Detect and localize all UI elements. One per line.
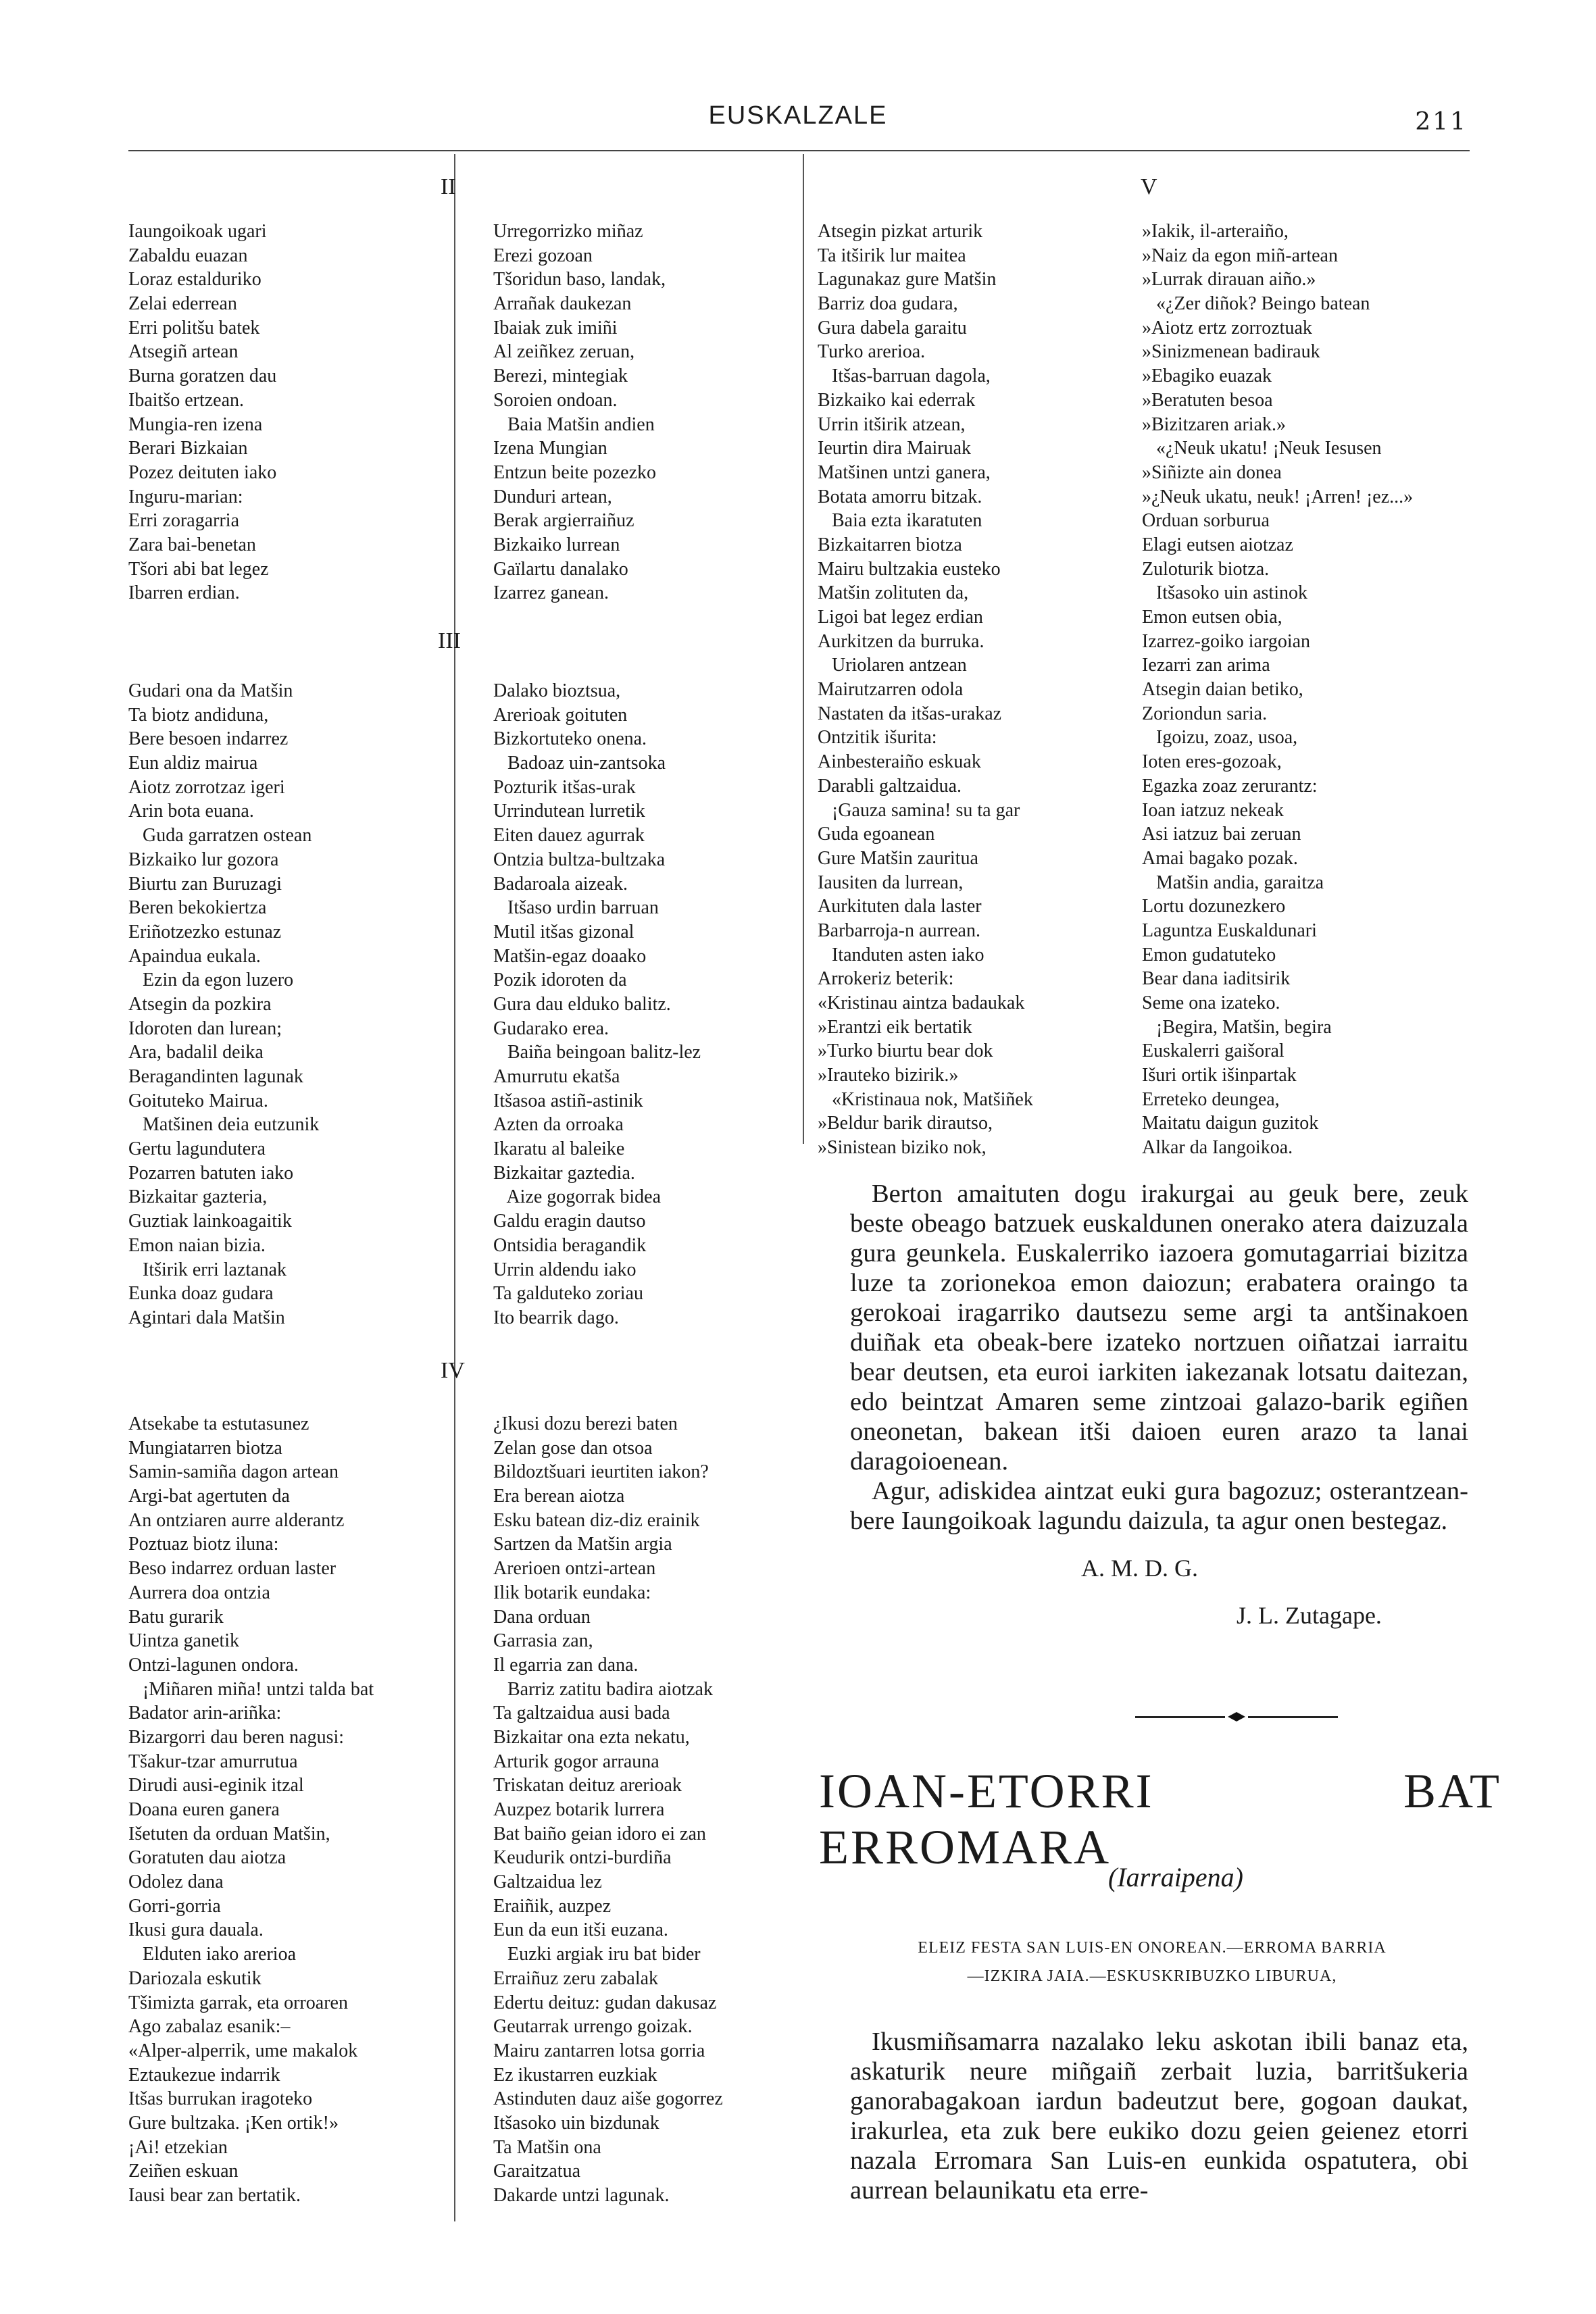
verse-line: Beragandinten lagunak: [128, 1066, 303, 1087]
verse-line: Bizkortuteko onena.: [493, 728, 647, 750]
verse-line: Elagi eutsen aiotzaz: [1142, 534, 1293, 555]
verse-line: Ainbesteraiño eskuak: [818, 751, 981, 773]
article-body-paragraph: Ikusmiñsamarra nazalako leku askotan ibili banaz eta, askaturik neure miñgaiñ zerbait luzia, barritšukeria ganorabagakoan iardun badeutzut bere, gogoan daukat, irakurlea, eta zuk bere eukiko dozu geien geienez etorri nazala Erromara San Luis-en eunkida ospatutera, obi aurrean belaunikatu eta erre-: [850, 2028, 1468, 2205]
verse-line: Zoriondun saria.: [1142, 703, 1268, 724]
verse-line: Batu gurarik: [128, 1606, 224, 1628]
verse-line: Arrañak daukezan: [493, 293, 632, 315]
verse-line: Tšakur-tzar amurrutua: [128, 1751, 298, 1772]
verse-line: Eunka doaz gudara: [128, 1283, 274, 1305]
stanza-left-2: [128, 679, 439, 1330]
verse-line: Gura dau elduko balitz.: [493, 993, 671, 1015]
verse-line: Guda egoanean: [818, 824, 935, 845]
verse-line: Biurtu zan Buruzagi: [128, 873, 282, 895]
verse-line: Emon naian bizia.: [128, 1234, 266, 1256]
verse-line: Ikusi gura dauala.: [128, 1919, 264, 1941]
verse-line: Bere besoen indarrez: [128, 728, 289, 750]
verse-line: Bizkaiko kai ederrak: [818, 389, 976, 411]
article-summary-line-1: ELEIZ FESTA SAN LUIS-EN ONOREAN.—ERROMA BARRIA: [918, 1939, 1387, 1957]
verse-line: Eun da eun itši euzana.: [493, 1919, 668, 1941]
verse-line: Entzun beite pozezko: [493, 461, 657, 483]
closing-prose: [850, 1179, 1468, 1536]
verse-line: Ezin da egon luzero: [128, 970, 294, 991]
verse-line: Ilik botarik eundaka:: [493, 1582, 651, 1603]
verse-line: Guda garratzen ostean: [128, 825, 312, 847]
stanza-left-3: [128, 1412, 446, 2208]
verse-line: Galtzaidua lez: [493, 1871, 602, 1893]
verse-line: Argi-bat agertuten da: [128, 1486, 290, 1507]
verse-line: Baia Matšin andien: [493, 413, 655, 435]
verse-line: Ligoi bat legez erdian: [818, 607, 983, 628]
verse-line: Iausiten da lurrean,: [818, 872, 964, 893]
stanza-right-a: [818, 220, 1135, 1160]
verse-line: Iaungoikoak ugari: [128, 221, 267, 242]
verse-line: Amai bagako pozak.: [1142, 847, 1298, 869]
verse-line: Ibaiak zuk imiñi: [493, 317, 618, 338]
verse-line: «¿Neuk ukatu! ¡Neuk Iesusen: [1142, 438, 1382, 459]
verse-line: Goratuten dau aiotza: [128, 1847, 286, 1869]
verse-line: Al zeiñkez zeruan,: [493, 341, 635, 363]
article-title: IOAN-ETORRI BAT ERROMARA: [819, 1764, 1501, 1874]
verse-line: Poztuaz biotz iluna:: [128, 1534, 279, 1555]
verse-line: Egazka zoaz zerurantz:: [1142, 775, 1318, 797]
verse-line: Loraz estalduriko: [128, 269, 261, 291]
verse-line: »Sinizmenean badirauk: [1142, 341, 1320, 363]
verse-line: Idoroten dan lurean;: [128, 1017, 282, 1039]
verse-line: Barbarroja-n aurrean.: [818, 920, 980, 941]
verse-line: Ta galtzaidua ausi bada: [493, 1703, 670, 1724]
verse-line: Aurrera doa ontzia: [128, 1582, 270, 1603]
verse-line: Amurrutu ekatša: [493, 1066, 620, 1087]
verse-line: Barriz zatitu badira aiotzak: [493, 1678, 713, 1700]
verse-line: Ioten eres-gozoak,: [1142, 751, 1282, 773]
verse-line: «Kristinaua nok, Matšiñek: [818, 1088, 1033, 1110]
verse-line: Itšas burrukan iragoteko: [128, 2088, 313, 2110]
verse-line: Eun aldiz mairua: [128, 753, 258, 774]
verse-line: Matšin andia, garaitza: [1142, 872, 1324, 893]
verse-line: Maitatu daigun guzitok: [1142, 1113, 1319, 1134]
verse-line: Barriz doa gudara,: [818, 293, 958, 315]
verse-line: »Turko biurtu bear dok: [818, 1040, 993, 1062]
verse-line: Izarrez ganean.: [493, 582, 609, 604]
column-divider-2: [803, 154, 804, 1144]
verse-line: Gorri-gorria: [128, 1895, 221, 1917]
verse-line: Atsegin pizkat arturik: [818, 221, 983, 242]
verse-line: »Irauteko bizirik.»: [818, 1065, 959, 1086]
verse-line: Inguru-marian:: [128, 486, 243, 507]
verse-line: Mungia-ren izena: [128, 413, 263, 435]
verse-line: Ioan iatzuz nekeak: [1142, 799, 1284, 821]
verse-line: Gertu lagundutera: [128, 1138, 266, 1160]
verse-line: Alkar da Iangoikoa.: [1142, 1137, 1293, 1159]
verse-line: »Ebagiko euazak: [1142, 366, 1272, 387]
verse-line: Badaroala aizeak.: [493, 873, 628, 895]
verse-line: Ibarren erdian.: [128, 582, 240, 604]
verse-line: An ontziaren aurre alderantz: [128, 1509, 345, 1531]
verse-line: Iezarri zan arima: [1142, 655, 1270, 676]
verse-line: Bat baiño geian idoro ei zan: [493, 1823, 706, 1844]
verse-line: Laguntza Euskaldunari: [1142, 920, 1317, 941]
stanza-left-1: [128, 220, 439, 605]
verse-line: Pozik idoroten da: [493, 970, 627, 991]
verse-line: Zelan gose dan otsoa: [493, 1437, 653, 1459]
verse-line: Urrin aldendu iako: [493, 1259, 637, 1280]
verse-line: Itšas-barruan dagola,: [818, 366, 991, 387]
closing-paragraph-2: Agur, adiskidea aintzat euki gura bagozuz; osterantzean-bere Iaungoikoak lagundu daizula, ta agur onen bestegaz.: [850, 1477, 1468, 1535]
verse-line: Keudurik ontzi-burdiña: [493, 1847, 672, 1869]
verse-line: »Erantzi eik bertatik: [818, 1016, 972, 1038]
verse-line: Turko arerioa.: [818, 341, 926, 363]
verse-line: Seme ona izateko.: [1142, 992, 1280, 1013]
verse-line: Gure Matšin zauritua: [818, 847, 978, 869]
verse-line: Soroien ondoan.: [493, 389, 618, 411]
verse-line: Atsekabe ta estutasunez: [128, 1413, 309, 1434]
verse-line: Beren bekokiertza: [128, 897, 267, 919]
verse-line: Zara bai-benetan: [128, 534, 256, 555]
verse-line: »¿Neuk ukatu, neuk! ¡Arren! ¡ez...»: [1142, 486, 1414, 507]
verse-line: »Sinistean biziko nok,: [818, 1137, 987, 1159]
verse-line: Uriolaren antzean: [818, 655, 967, 676]
verse-line: Garaitzatua: [493, 2161, 581, 2182]
verse-line: Tšoridun baso, landak,: [493, 269, 666, 291]
verse-line: Urrindutean lurretik: [493, 801, 645, 822]
verse-line: Darabli galtzaidua.: [818, 775, 962, 797]
verse-line: Ito bearrik dago.: [493, 1307, 619, 1328]
verse-line: Izarrez-goiko iargoian: [1142, 630, 1311, 652]
verse-line: Ago zabalaz esanik:–: [128, 2016, 291, 2038]
verse-line: Nastaten da itšas-urakaz: [818, 703, 1002, 724]
verse-line: Urrin itširik atzean,: [818, 413, 966, 435]
verse-line: Badator arin-ariñka:: [128, 1703, 282, 1724]
verse-line: Matšinen untzi ganera,: [818, 461, 991, 483]
verse-line: Emon gudatuteko: [1142, 944, 1276, 965]
verse-line: Baia ezta ikaratuten: [818, 510, 982, 532]
verse-line: »Beratuten besoa: [1142, 389, 1273, 411]
verse-line: Erreteko deungea,: [1142, 1088, 1280, 1110]
verse-line: Dana orduan: [493, 1606, 591, 1628]
verse-line: Gura dabela garaitu: [818, 317, 967, 338]
verse-line: Mairu bultzakia eusteko: [818, 558, 1001, 580]
verse-line: Ta biotz andiduna,: [128, 704, 269, 726]
verse-line: Emon eutsen obia,: [1142, 607, 1282, 628]
verse-line: Odolez dana: [128, 1871, 224, 1893]
verse-line: Igoizu, zoaz, usoa,: [1142, 727, 1298, 749]
verse-line: Ikaratu al baleike: [493, 1138, 625, 1160]
article-subtitle: (Iarraipena): [1108, 1862, 1243, 1892]
verse-line: ¡Ai! etzekian: [128, 2136, 228, 2158]
verse-line: Gure bultzaka. ¡Ken ortik!»: [128, 2112, 339, 2134]
verse-line: Ta Matšin ona: [493, 2136, 601, 2158]
verse-line: Bear dana iaditsirik: [1142, 968, 1291, 990]
verse-line: Dalako bioztsua,: [493, 680, 621, 701]
verse-line: ¡Begira, Matšin, begira: [1142, 1016, 1332, 1038]
verse-line: Pozturik itšas-urak: [493, 776, 636, 798]
verse-line: Berak argierraiñuz: [493, 510, 634, 532]
verse-line: Izena Mungian: [493, 438, 607, 459]
verse-line: Sartzen da Matšin argia: [493, 1534, 672, 1555]
verse-line: Erezi gozoan: [493, 245, 593, 266]
verse-line: Išuri ortik išinpartak: [1142, 1065, 1297, 1086]
verse-line: Esku batean diz-diz erainik: [493, 1509, 700, 1531]
verse-line: Arin bota euana.: [128, 801, 254, 822]
verse-line: Uintza ganetik: [128, 1630, 240, 1652]
article-summary-line-2: —IZKIRA JAIA.—ESKUSKRIBUZKO LIBURUA,: [967, 1967, 1337, 1985]
verse-line: Agintari dala Matšin: [128, 1307, 285, 1328]
verse-line: Galdu eragin dautso: [493, 1211, 646, 1232]
verse-line: Samin-samiña dagon artean: [128, 1461, 339, 1483]
verse-line: Itšasoko uin bizdunak: [493, 2112, 659, 2134]
verse-line: Ontzitik išurita:: [818, 727, 937, 749]
verse-line: Arerioak goituten: [493, 704, 628, 726]
closing-signature: J. L. Zutagape.: [1237, 1602, 1382, 1629]
verse-line: Erri zoragarria: [128, 510, 239, 532]
verse-line: Arturik gogor arrauna: [493, 1751, 659, 1772]
closing-initials: A. M. D. G.: [1081, 1555, 1199, 1582]
verse-line: Arrokeriz beterik:: [818, 968, 954, 990]
verse-line: Bildoztšuari ieurtiten iakon?: [493, 1461, 709, 1483]
verse-line: Azten da orroaka: [493, 1114, 624, 1136]
verse-line: Triskatan deituz arerioak: [493, 1775, 682, 1796]
verse-line: Garrasia zan,: [493, 1630, 593, 1652]
verse-line: Apaindua eukala.: [128, 945, 261, 967]
verse-line: Itšasoa astiñ-astinik: [493, 1090, 643, 1111]
verse-line: Ontzi-lagunen ondora.: [128, 1654, 299, 1676]
verse-line: »Aiotz ertz zorroztuak: [1142, 317, 1312, 338]
section-ornament: [1135, 1712, 1338, 1721]
verse-line: »Siñizte ain donea: [1142, 461, 1282, 483]
column-divider-1: [454, 154, 455, 2221]
verse-line: Dunduri artean,: [493, 486, 612, 507]
verse-line: Ontsidia beragandik: [493, 1234, 647, 1256]
verse-line: Išetuten da orduan Matšin,: [128, 1823, 330, 1844]
verse-line: Bizkaitar ona ezta nekatu,: [493, 1726, 690, 1748]
verse-line: Bizkaitarren biotza: [818, 534, 962, 555]
verse-line: Orduan sorburua: [1142, 510, 1270, 532]
verse-line: Zabaldu euazan: [128, 245, 248, 266]
verse-line: Mutil itšas gizonal: [493, 921, 634, 942]
verse-line: ¡Gauza samina! su ta gar: [818, 799, 1020, 821]
verse-line: Euskalerri gaišoral: [1142, 1040, 1285, 1062]
verse-line: Iausi bear zan bertatik.: [128, 2185, 301, 2206]
header-rule: [128, 150, 1470, 151]
verse-line: Aiotz zorrotzaz igeri: [128, 776, 285, 798]
verse-line: Botata amorru bitzak.: [818, 486, 982, 507]
verse-line: Dakarde untzi lagunak.: [493, 2185, 670, 2206]
verse-line: Geutarrak urrengo goizak.: [493, 2016, 693, 2038]
stanza-middle-2: [493, 679, 797, 1330]
section-numeral-v: V: [1141, 174, 1157, 199]
section-numeral-iii: III: [438, 628, 461, 653]
verse-line: Lagunakaz gure Matšin: [818, 269, 997, 291]
verse-line: Lortu dozunezkero: [1142, 896, 1286, 917]
verse-line: Ieurtin dira Mairuak: [818, 438, 972, 459]
verse-line: Astinduten dauz aiše gogorrez: [493, 2088, 723, 2110]
verse-line: Itanduten asten iako: [818, 944, 984, 965]
verse-line: Matšin-egaz doaako: [493, 945, 647, 967]
verse-line: Aurkitzen da burruka.: [818, 630, 984, 652]
verse-line: Euzki argiak iru bat bider: [493, 1944, 701, 1965]
page-number: 211: [1415, 108, 1468, 136]
verse-line: Eiten dauez agurrak: [493, 825, 645, 847]
verse-line: Goituteko Mairua.: [128, 1090, 268, 1111]
verse-line: Ontzia bultza-bultzaka: [493, 849, 666, 870]
verse-line: Itširik erri laztanak: [128, 1259, 287, 1280]
verse-line: Asi iatzuz bai zeruan: [1142, 824, 1301, 845]
verse-line: «Kristinau aintza badaukak: [818, 992, 1025, 1013]
verse-line: Dariozala eskutik: [128, 1967, 261, 1989]
verse-line: Eraiñik, auzpez: [493, 1895, 612, 1917]
verse-line: Aize gogorrak bidea: [493, 1186, 662, 1208]
verse-line: Dirudi ausi-eginik itzal: [128, 1775, 304, 1796]
verse-line: «Alper-alperrik, ume makalok: [128, 2040, 358, 2061]
verse-line: Gudarako erea.: [493, 1017, 609, 1039]
verse-line: »Bizitzaren ariak.»: [1142, 413, 1287, 435]
verse-line: Il egarria zan dana.: [493, 1654, 639, 1676]
verse-line: Pozarren batuten iako: [128, 1162, 294, 1184]
verse-line: Elduten iako arerioa: [128, 1944, 297, 1965]
verse-line: Zelai ederrean: [128, 293, 237, 315]
verse-line: Bizargorri dau beren nagusi:: [128, 1726, 345, 1748]
verse-line: Badoaz uin-zantsoka: [493, 753, 666, 774]
stanza-right-b: [1142, 220, 1473, 1160]
verse-line: Itšasoko uin astinok: [1142, 582, 1307, 604]
running-head: EUSKALZALE: [708, 101, 888, 130]
verse-line: Guztiak lainkoagaitik: [128, 1211, 292, 1232]
verse-line: Mungiatarren biotza: [128, 1437, 282, 1459]
verse-line: Arerioen ontzi-artean: [493, 1558, 656, 1580]
verse-line: Aurkituten dala laster: [818, 896, 982, 917]
closing-paragraph-1: Berton amaituten dogu irakurgai au geuk bere, zeuk beste obeago batzuek euskaldunen onerako atera daizuzala gura geunkela. Euskalerriko iazoera gomutagarriai bizitza luze ta zorionekoa emon daiozun; erabatera oraingo ta gerokoai iragarriko dautsezu seme argi ta antšinakoen duiñak eta obeak-bere izateko nortzuen oiñatzai iarraitu bear deutsen, eta euroi iarkiten iakezanak lotsatu daitezan, edo beintzat Amaren seme zintzoai galazo-barik egiñen oneonetan, bakean itši daioen euren arazo ta lanai daragoioenean.: [850, 1180, 1468, 1476]
verse-line: Berari Bizkaian: [128, 438, 248, 459]
verse-line: Burna goratzen dau: [128, 366, 277, 387]
verse-line: ¿Ikusi dozu berezi baten: [493, 1413, 678, 1434]
verse-line: Tšori abi bat legez: [128, 558, 269, 580]
verse-line: Erri politšu batek: [128, 317, 260, 338]
verse-line: Bizkaiko lur gozora: [128, 849, 279, 870]
verse-line: »Lurrak dirauan aiño.»: [1142, 269, 1316, 291]
verse-line: «¿Zer diñok? Beingo batean: [1142, 293, 1370, 315]
verse-line: Auzpez botarik lurrera: [493, 1799, 665, 1820]
verse-line: Gudari ona da Matšin: [128, 680, 293, 701]
verse-line: Bizkaitar gaztedia.: [493, 1162, 635, 1184]
verse-line: Zeiñen eskuan: [128, 2161, 239, 2182]
section-numeral-ii: II: [441, 174, 456, 199]
verse-line: Atsegin daian betiko,: [1142, 679, 1303, 701]
verse-line: Baiña beingoan balitz-lez: [493, 1042, 701, 1063]
verse-line: ¡Miñaren miña! untzi talda bat: [128, 1678, 374, 1700]
verse-line: Itšaso urdin barruan: [493, 897, 659, 919]
verse-line: Matšin zolituten da,: [818, 582, 969, 604]
verse-line: »Naiz da egon miñ-artean: [1142, 245, 1338, 266]
stanza-middle-1: [493, 220, 797, 605]
verse-line: Tšimizta garrak, eta orroaren: [128, 1992, 348, 2013]
verse-line: »Iakik, il-arteraiño,: [1142, 221, 1289, 242]
verse-line: Era berean aiotza: [493, 1486, 625, 1507]
verse-line: Ez ikustarren euzkiak: [493, 2064, 657, 2086]
verse-line: Urregorrizko miñaz: [493, 221, 643, 242]
verse-line: Pozez deituten iako: [128, 461, 277, 483]
verse-line: Atsegiñ artean: [128, 341, 239, 363]
verse-line: Bizkaiko lurrean: [493, 534, 620, 555]
verse-line: Atsegin da pozkira: [128, 993, 272, 1015]
verse-line: Ibaitšo ertzean.: [128, 389, 245, 411]
article-body: [850, 2027, 1468, 2205]
verse-line: Matšinen deia eutzunik: [128, 1114, 320, 1136]
verse-line: Edertu deituz: gudan dakusaz: [493, 1992, 717, 2013]
stanza-middle-3: [493, 1412, 804, 2208]
verse-line: Zuloturik biotza.: [1142, 558, 1270, 580]
verse-line: Mairutzarren odola: [818, 679, 964, 701]
verse-line: Eztaukezue indarrik: [128, 2064, 280, 2086]
verse-line: Doana euren ganera: [128, 1799, 280, 1820]
verse-line: »Beldur barik dirautso,: [818, 1113, 993, 1134]
verse-line: Ta galduteko zoriau: [493, 1283, 643, 1305]
verse-line: Gaïlartu danalako: [493, 558, 628, 580]
verse-line: Ta itširik lur maitea: [818, 245, 966, 266]
section-numeral-iv: IV: [441, 1358, 465, 1383]
verse-line: Bizkaitar gazteria,: [128, 1186, 268, 1208]
verse-line: Berezi, mintegiak: [493, 366, 628, 387]
verse-line: Ara, badalil deika: [128, 1042, 264, 1063]
verse-line: Mairu zantarren lotsa gorria: [493, 2040, 705, 2061]
verse-line: Beso indarrez orduan laster: [128, 1558, 336, 1580]
verse-line: Erraiñuz zeru zabalak: [493, 1967, 659, 1989]
verse-line: Eriñotzezko estunaz: [128, 921, 282, 942]
